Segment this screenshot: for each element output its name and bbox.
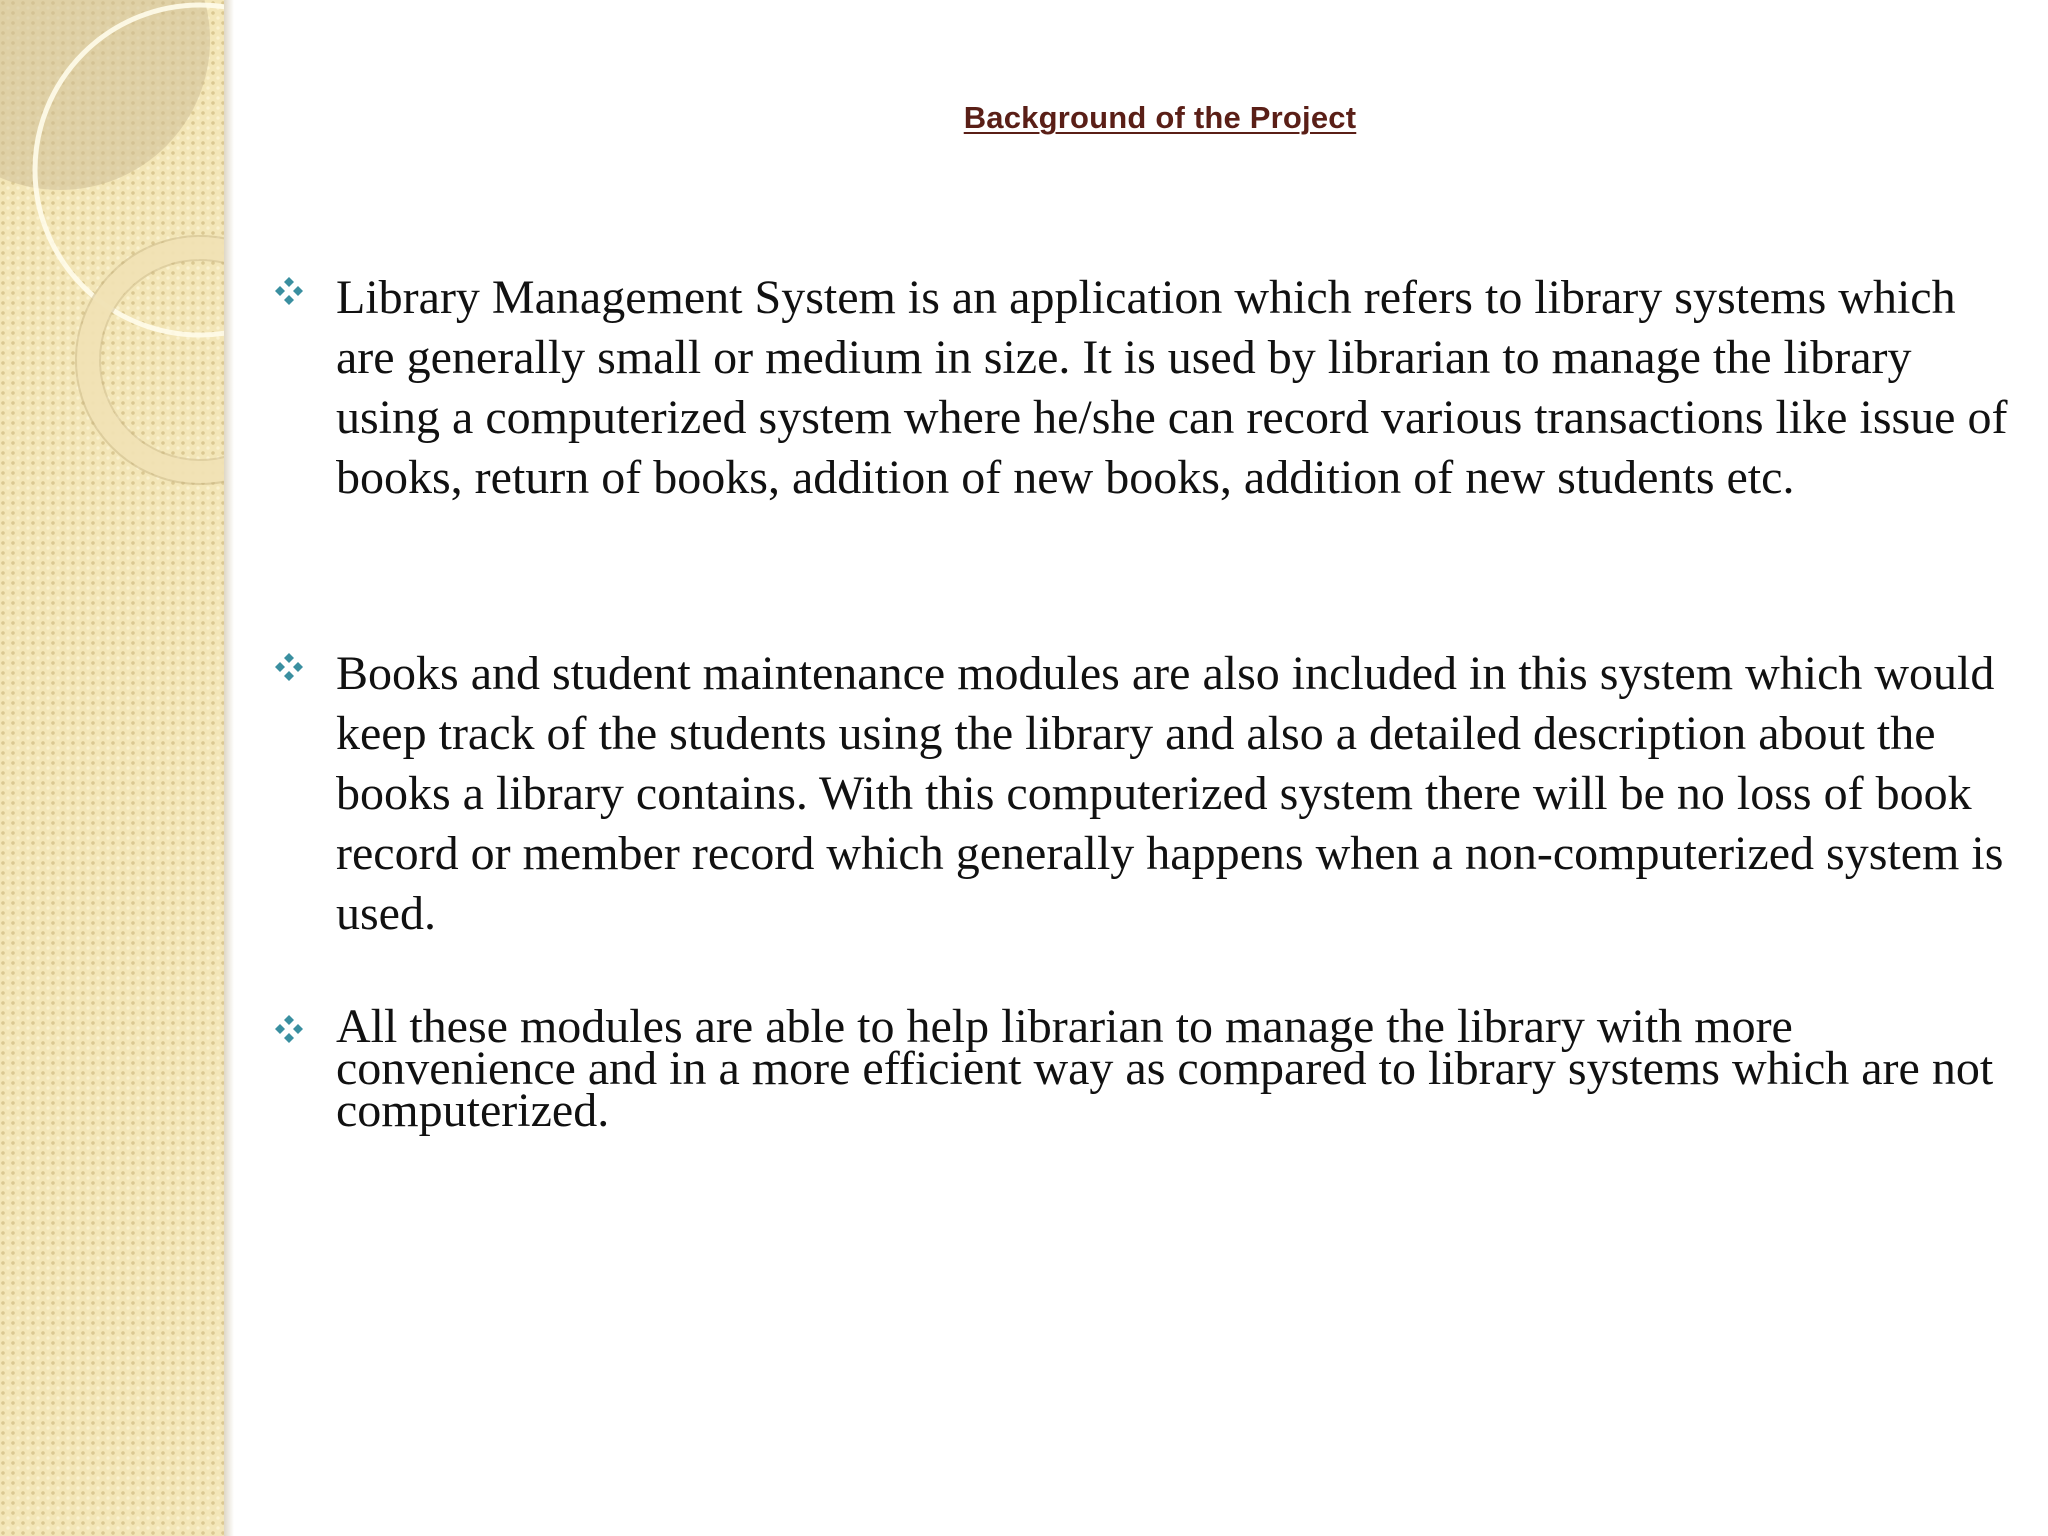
decorative-rings-graphic [0,0,224,520]
bullet-text: Library Management System is an application which refers to library systems which are generally small or medium in size. It is used by librarian to manage the library using a computerized system where he/she can record various transactions like issue of books, return of books, addition of new books, addition of new students etc. [336,271,2008,504]
decorative-thick-ring [88,248,224,472]
four-diamond-bullet-icon [272,274,306,308]
bullet-text: Books and student maintenance modules are also included in this system which would keep track of the students using the library and also a detailed description about the books a library contains. With this computerized system there will be no loss of book record or member record which generally happens when a non-computerized system is used. [336,647,2004,940]
decorative-disc [0,0,210,190]
bullet-text: All these modules are able to help librarian to manage the library with more convenience and in a more efficient way as compared to library systems which are not computerized. [336,1000,1994,1137]
four-diamond-bullet-icon [272,650,306,684]
decorative-left-strip [0,0,224,1536]
four-diamond-bullet-icon [272,1012,306,1046]
strip-edge-shadow [224,0,234,1536]
slide-title: Background of the Project [963,100,1357,135]
